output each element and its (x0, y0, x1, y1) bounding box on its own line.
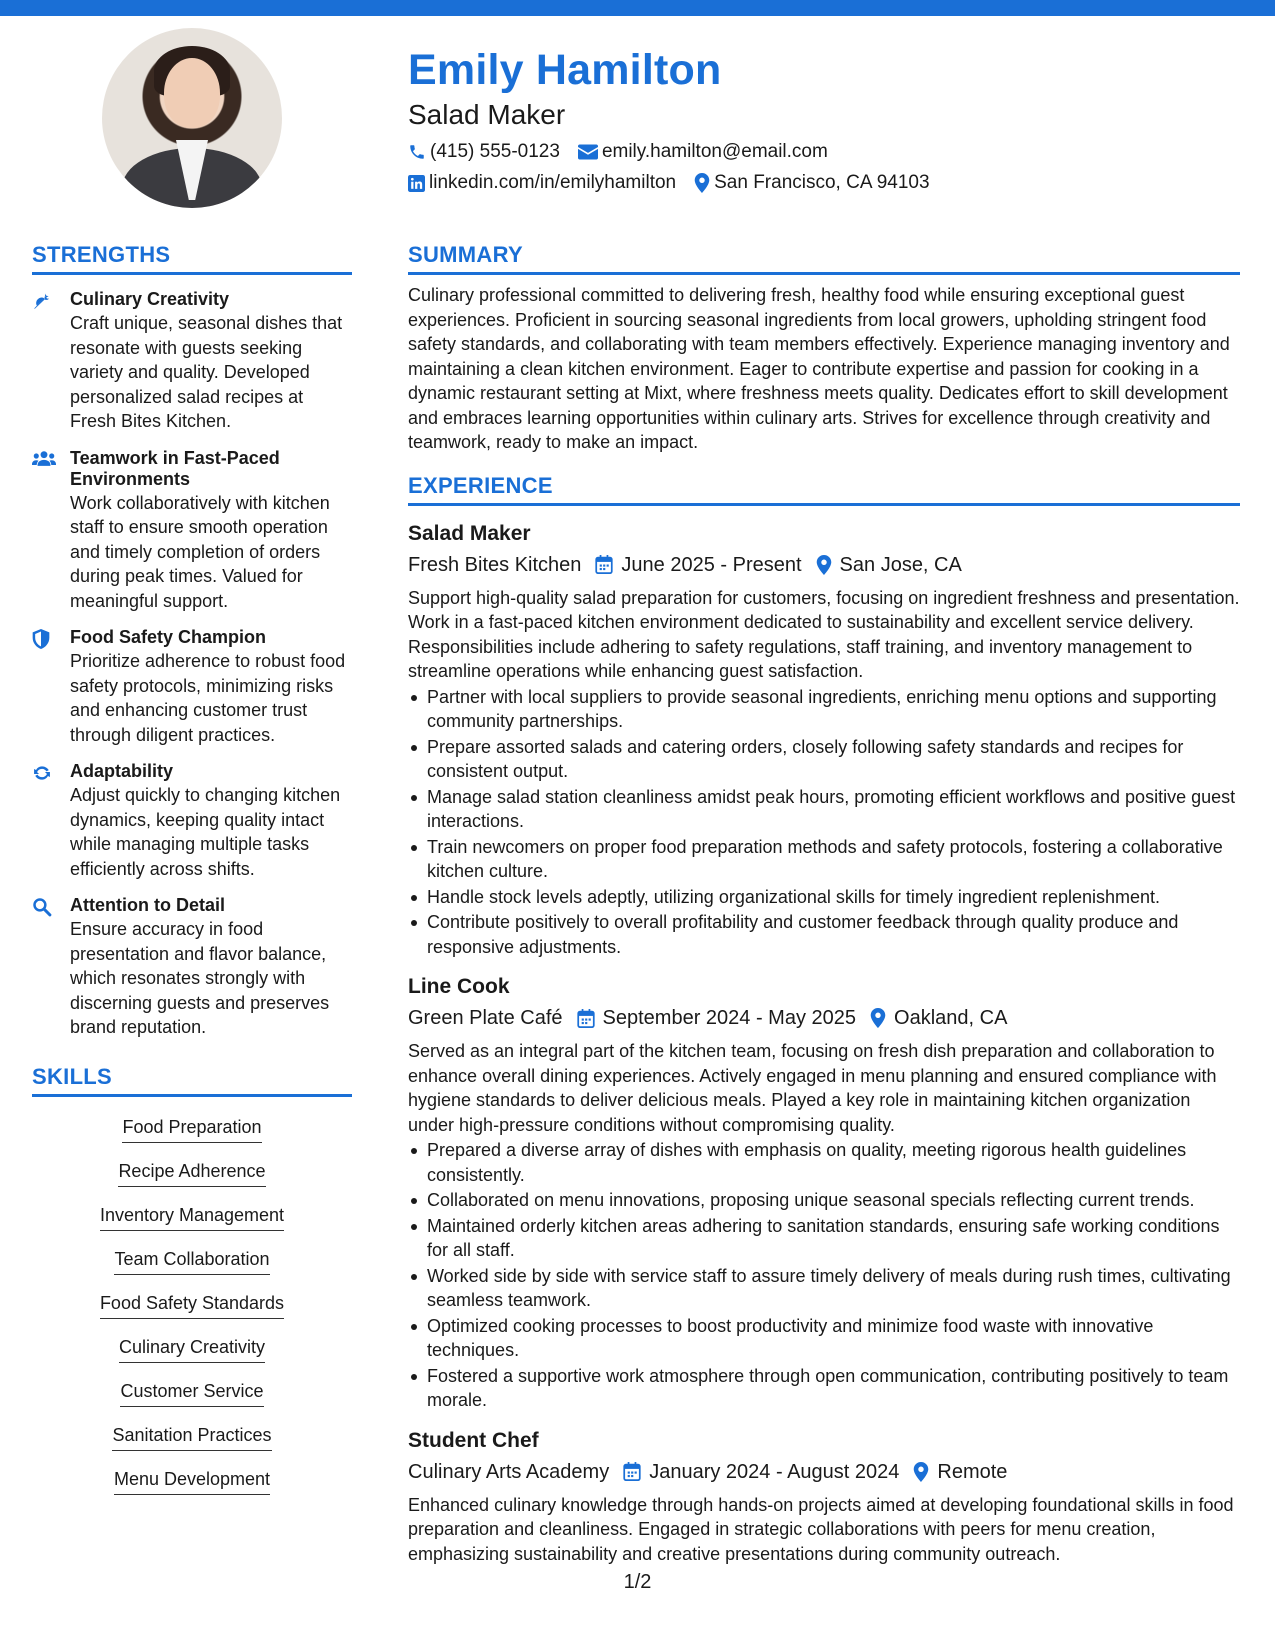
linkedin-text: linkedin.com/in/emilyhamilton (429, 172, 677, 193)
job-location (870, 1004, 1007, 1032)
shield-icon (32, 629, 50, 649)
dates-text: June 2025 - Present (621, 553, 802, 576)
job-meta (408, 1004, 1240, 1032)
map-pin-icon (870, 1008, 886, 1028)
dates-text: January 2024 - August 2024 (649, 1460, 900, 1483)
job-company (408, 551, 581, 579)
skills-list (32, 1115, 352, 1511)
company-text: Green Plate Café (408, 1007, 563, 1029)
job-dates (595, 551, 801, 579)
location-text: San Jose, CA (839, 553, 962, 576)
envelope-icon (578, 144, 598, 160)
experience-list (408, 520, 1240, 1567)
bullet-item: Worked side by side with service staff to assure timely delivery of meals during rush times, cultivating seamless teamwork. (408, 1264, 1240, 1313)
summary-text: Culinary professional committed to delivering fresh, healthy food while ensuring exceptional guest experiences. Proficient in sourcing seasonal ingredients from local growers, upholding stringent food safety standards, and collaborating with team members effectively. Experience managing inventory and maintaining a clean kitchen environment. Eager to contribute expertise and passion for cooking in a dynamic restaurant setting at Mixt, where freshness meets quality. Dedicates effort to skill development and embraces learning opportunities within culinary arts. Strives for excellence through creativity and teamwork, ready to make an impact. (408, 285, 1230, 452)
strength-title: Teamwork in Fast-Paced Environments (70, 447, 280, 489)
bullet-item: Fostered a supportive work atmosphere through open communication, contributing positively to team morale. (408, 1364, 1240, 1413)
job-meta (408, 551, 1240, 579)
strength-desc: Work collaboratively with kitchen staff to ensure smooth operation and timely completion of orders during peak times. Valued for meaningful support. (70, 492, 330, 611)
skill-tag: Inventory Management (100, 1203, 284, 1231)
strength-item (32, 895, 352, 1040)
linkedin-contact[interactable] (408, 171, 676, 195)
strength-item (32, 627, 352, 747)
job-location (913, 1458, 1007, 1486)
skill-tag: Sanitation Practices (112, 1423, 271, 1451)
skill-tag: Menu Development (114, 1467, 270, 1495)
linkedin-icon (408, 175, 425, 192)
phone-contact[interactable] (408, 140, 560, 164)
candidate-role: Salad Maker (408, 99, 566, 130)
skill-tag: Food Preparation (122, 1115, 261, 1143)
strength-desc: Adjust quickly to changing kitchen dynamics, keeping quality intact while managing multiple tasks efficiently across shifts. (70, 785, 341, 879)
location-text: San Francisco, CA 94103 (714, 172, 930, 193)
phone-icon (408, 143, 426, 161)
job-entry (408, 973, 1240, 1413)
strengths-heading: STRENGTHS (32, 240, 352, 275)
page-number: 1/2 (623, 1571, 652, 1593)
bullet-item: Train newcomers on proper food preparation methods and safety protocols, fostering a collaborative kitchen culture. (408, 835, 1240, 884)
strength-item (32, 448, 352, 614)
strength-title: Attention to Detail (70, 895, 225, 915)
right-column (408, 240, 1240, 1566)
bullet-item: Collaborated on menu innovations, proposing unique seasonal specials reflecting current trends. (408, 1188, 1240, 1213)
contact-row-2 (408, 171, 1238, 195)
strength-item (32, 289, 352, 434)
strength-desc: Ensure accuracy in food presentation and flavor balance, which resonates strongly with discerning guests and preserves brand reputation. (70, 919, 330, 1037)
calendar-icon (623, 1462, 641, 1481)
bullet-item: Partner with local suppliers to provide seasonal ingredients, enriching menu options and supporting community partnerships. (408, 685, 1240, 734)
strength-title: Adaptability (70, 761, 174, 781)
bullet-item: Maintained orderly kitchen areas adhering to sanitation standards, ensuring safe working conditions for all staff. (408, 1214, 1240, 1263)
top-accent-bar (0, 0, 1275, 16)
job-description: Served as an integral part of the kitchen team, focusing on fresh dish preparation and collaboration to enhance overall dining experiences. Actively engaged in menu planning and ensured compliance with hygiene standards to deliver delicious meals. Played a key role in maintaining kitchen organization under high-pressure conditions without compromising quality. (408, 1041, 1217, 1135)
skill-tag: Team Collaboration (114, 1247, 269, 1275)
job-description: Support high-quality salad preparation for customers, focusing on ingredient freshness and presentation. Work in a fast-paced kitchen environment dedicated to sustainability and excellent service delivery. Responsibilities include adhering to safety regulations, staff training, and inventory management to streamline operations while enhancing guest satisfaction. (408, 587, 1240, 681)
left-column (32, 240, 352, 1511)
calendar-icon (595, 555, 613, 574)
strength-desc: Craft unique, seasonal dishes that resonate with guests seeking variety and quality. Developed personalized salad recipes at Fresh Bites Kitchen. (70, 313, 343, 431)
email-text: emily.hamilton@email.com (601, 141, 828, 162)
experience-heading: EXPERIENCE (408, 471, 1240, 506)
skills-heading: SKILLS (32, 1062, 352, 1097)
map-pin-icon (694, 173, 710, 193)
phone-text: (415) 555-0123 (430, 141, 560, 162)
sync-icon (32, 763, 52, 783)
strength-title: Culinary Creativity (70, 289, 230, 309)
summary-heading: SUMMARY (408, 240, 1240, 275)
bullet-item: Contribute positively to overall profitability and customer feedback through quality produce and responsive adjustments. (408, 910, 1240, 959)
job-entry (408, 520, 1240, 960)
company-text: Fresh Bites Kitchen (408, 553, 582, 576)
candidate-name: Emily Hamilton (408, 46, 722, 94)
job-dates (577, 1004, 857, 1032)
job-description: Enhanced culinary knowledge through hands-on projects aimed at developing foundational skills in food preparation and cleanliness. Engaged in strategic collaborations with peers for menu creation, emphasizing sustainability and creative presentations during community outreach. (408, 1494, 1234, 1564)
location-contact (694, 171, 929, 195)
dates-text: September 2024 - May 2025 (602, 1007, 857, 1029)
skill-tag: Food Safety Standards (100, 1291, 284, 1319)
calendar-icon (577, 1009, 595, 1028)
search-icon (32, 897, 52, 917)
strength-desc: Prioritize adherence to robust food safety protocols, minimizing risks and enhancing customer trust through diligent practices. (70, 651, 346, 745)
bullet-item: Manage salad station cleanliness amidst peak hours, promoting efficient workflows and positive guest interactions. (408, 785, 1240, 834)
skill-tag: Culinary Creativity (119, 1335, 265, 1363)
job-company (408, 1004, 563, 1032)
email-contact[interactable] (578, 140, 828, 164)
job-bullets (408, 1138, 1240, 1413)
bullet-item: Optimized cooking processes to boost productivity and minimize food waste with innovative techniques. (408, 1314, 1240, 1363)
map-pin-icon (816, 555, 832, 575)
job-title: Salad Maker (408, 521, 531, 545)
users-icon (32, 450, 56, 468)
location-text: Oakland, CA (894, 1007, 1008, 1029)
skill-tag: Recipe Adherence (118, 1159, 265, 1187)
job-entry (408, 1427, 1240, 1567)
profile-photo (102, 28, 282, 208)
map-pin-icon (913, 1462, 929, 1482)
job-location (816, 551, 962, 579)
job-meta (408, 1458, 1240, 1486)
carrot-icon (32, 291, 52, 311)
strength-title: Food Safety Champion (70, 627, 267, 647)
job-company (408, 1458, 609, 1486)
company-text: Culinary Arts Academy (408, 1460, 610, 1483)
contact-row-1 (408, 140, 1238, 164)
bullet-item: Prepared a diverse array of dishes with emphasis on quality, meeting rigorous health guidelines consistently. (408, 1138, 1240, 1187)
job-dates (623, 1458, 899, 1486)
job-title: Student Chef (408, 1428, 539, 1452)
job-bullets (408, 685, 1240, 960)
bullet-item: Handle stock levels adeptly, utilizing organizational skills for timely ingredient replenishment. (408, 885, 1240, 910)
strength-item (32, 761, 352, 881)
bullet-item: Prepare assorted salads and catering orders, closely following safety standards and recipes for consistent output. (408, 735, 1240, 784)
skill-tag: Customer Service (120, 1379, 263, 1407)
location-text: Remote (937, 1460, 1008, 1483)
resume-header (408, 42, 1238, 195)
job-title: Line Cook (408, 975, 510, 998)
